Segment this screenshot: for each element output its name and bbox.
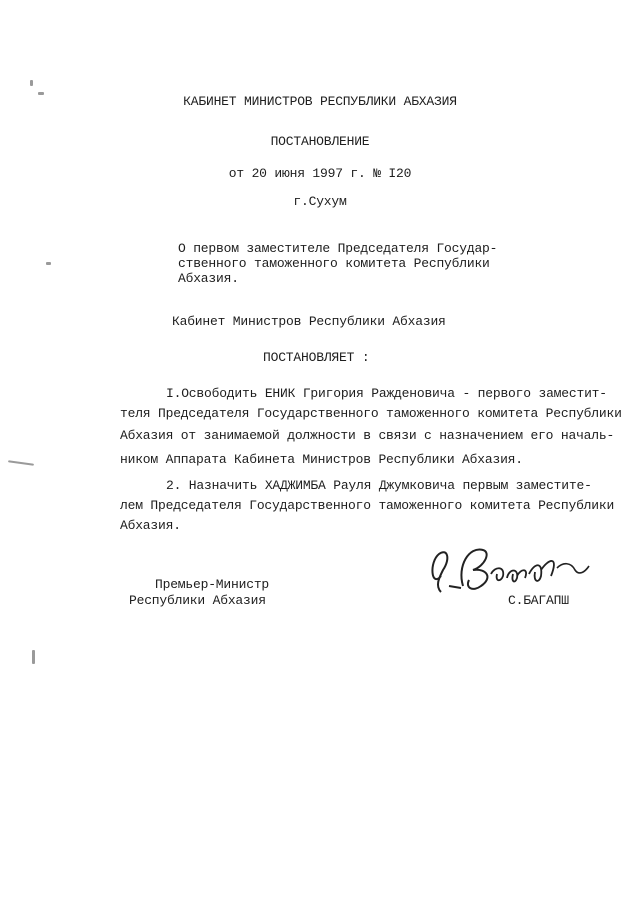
scan-speck xyxy=(32,650,35,664)
date-number: от 20 июня 1997 г. № I20 xyxy=(228,166,412,181)
item1-line: ником Аппарата Кабинета Министров Республики Абхазия. xyxy=(120,452,523,467)
item2-line: Абхазия. xyxy=(120,518,181,533)
subject-line: Абхазия. xyxy=(178,271,239,286)
city: г.Сухум xyxy=(293,194,347,209)
preamble: Кабинет Министров Республики Абхазия xyxy=(172,314,446,329)
decree-word: ПОСТАНОВЛЯЕТ : xyxy=(263,350,370,365)
item1-line: I.Освободить ЕНИК Григория Ражденовича - первого заместит- xyxy=(166,386,607,401)
signatory-title: Республики Абхазия xyxy=(129,593,266,608)
item1-line: Абхазия от занимаемой должности в связи с назначением его началь- xyxy=(120,428,615,443)
subject-line: О первом заместителе Председателя Государ- xyxy=(178,241,498,256)
scan-speck xyxy=(30,80,33,86)
subject-line: ственного таможенного комитета Республики xyxy=(178,256,490,271)
signatory-name: С.БАГАПШ xyxy=(508,593,569,608)
scan-speck xyxy=(46,262,51,265)
scan-speck xyxy=(8,460,34,466)
signatory-title: Премьер-Министр xyxy=(155,577,270,592)
item2-line: лем Председателя Государственного таможенного комитета Республики xyxy=(120,498,615,513)
doc-type: ПОСТАНОВЛЕНИЕ xyxy=(270,134,370,149)
item2-line: 2. Назначить ХАДЖИМБА Рауля Джумковича первым заместите- xyxy=(166,478,592,493)
handwritten-signature xyxy=(425,536,595,598)
org-title: КАБИНЕТ МИНИСТРОВ РЕСПУБЛИКИ АБХАЗИЯ xyxy=(183,94,457,109)
item1-line: теля Председателя Государственного таможенного комитета Республики xyxy=(120,406,622,421)
